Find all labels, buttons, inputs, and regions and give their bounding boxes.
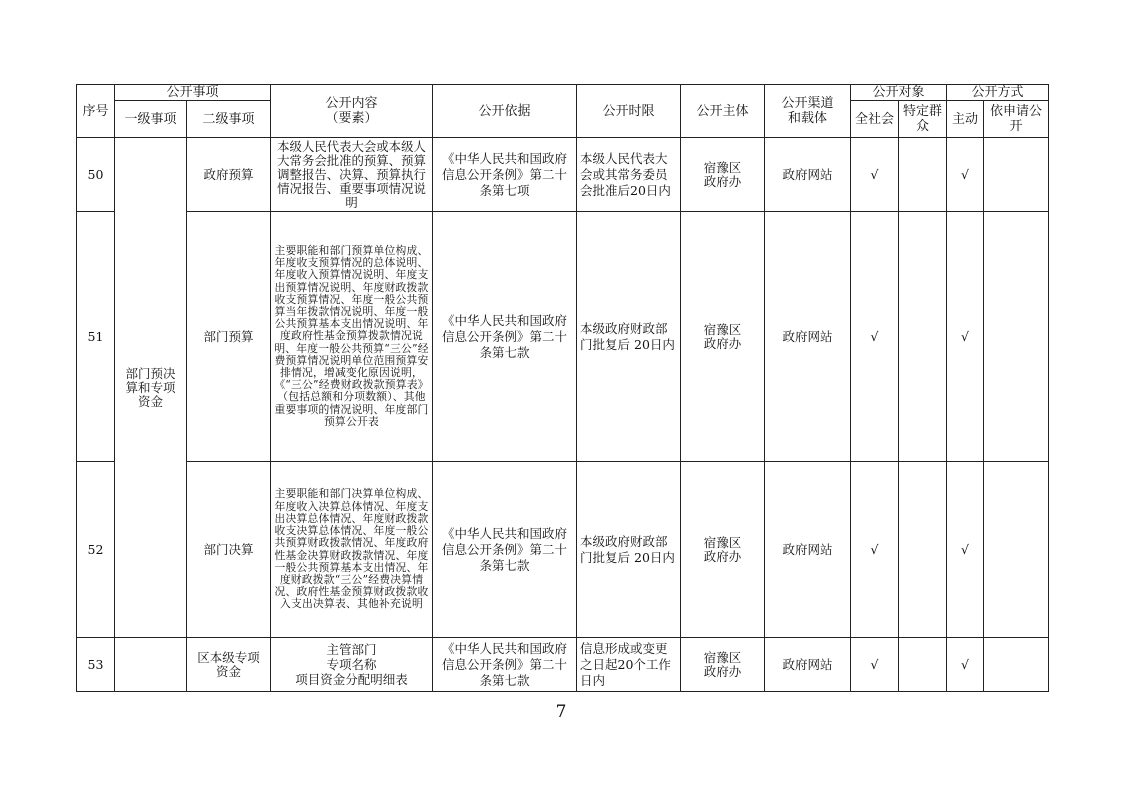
disclosure-table (76, 84, 1049, 692)
subject-cell: 宿豫区政府办 (681, 138, 765, 212)
content-cell (271, 638, 433, 692)
content-line: 项目资金分配明细表 (295, 672, 408, 687)
header-content-line1: 公开内容 (325, 96, 378, 111)
time-cell: 本级政府财政部门批复后 20日内 (577, 212, 681, 462)
channel-cell: 政府网站 (765, 638, 851, 692)
header-level2: 二级事项 (187, 101, 271, 138)
subject-cell: 宿豫区政府办 (681, 638, 765, 692)
mode-active-mark: √ (947, 138, 984, 212)
mode-request-mark (984, 138, 1049, 212)
time-cell: 本级人民代表大会或其常务委员会批准后20日内 (577, 138, 681, 212)
target-specific-mark (899, 462, 947, 638)
basis-cell: 《中华人民共和国政府信息公开条例》第二十条第七款 (433, 212, 577, 462)
target-specific-mark (899, 138, 947, 212)
row-number: 52 (77, 462, 115, 638)
level2-cell: 区本级专项资金 (187, 638, 271, 692)
mode-active-mark: √ (947, 212, 984, 462)
header-mode-active: 主动 (947, 101, 984, 138)
header-target-all: 全社会 (851, 101, 899, 138)
row-number: 50 (77, 138, 115, 212)
mode-active-mark: √ (947, 638, 984, 692)
table-row (77, 212, 1049, 462)
level1-cell-empty (115, 638, 187, 692)
table-row (77, 638, 1049, 692)
level2-cell: 部门预算 (187, 212, 271, 462)
mode-request-mark (984, 638, 1049, 692)
mode-request-mark (984, 212, 1049, 462)
header-target-group: 公开对象 (851, 85, 947, 101)
content-line: 主管部门 (326, 642, 377, 657)
level2-cell: 政府预算 (187, 138, 271, 212)
header-content (271, 85, 433, 138)
header-channel-line1: 公开渠道 (781, 96, 834, 111)
target-specific-mark (899, 638, 947, 692)
content-line: 专项名称 (326, 657, 377, 672)
level1-cell: 部门预决算和专项资金 (115, 138, 187, 638)
channel-cell: 政府网站 (765, 462, 851, 638)
header-seq: 序号 (77, 85, 115, 138)
subject-cell: 宿豫区政府办 (681, 212, 765, 462)
table-row (77, 462, 1049, 638)
header-target-specific: 特定群众 (899, 101, 947, 138)
header-subject: 公开主体 (681, 85, 765, 138)
time-cell: 本级政府财政部门批复后 20日内 (577, 462, 681, 638)
header-time-limit: 公开时限 (577, 85, 681, 138)
channel-cell: 政府网站 (765, 212, 851, 462)
row-number: 51 (77, 212, 115, 462)
content-cell: 本级人民代表大会或本级人大常务会批准的预算、预算调整报告、决算、预算执行情况报告、重要事项情况说明 (271, 138, 433, 212)
page-number: 7 (555, 702, 567, 722)
header-content-line2: （要素） (325, 111, 378, 126)
target-specific-mark (899, 212, 947, 462)
basis-cell: 《中华人民共和国政府信息公开条例》第二十条第七款 (433, 638, 577, 692)
content-cell: 主要职能和部门预算单位构成、年度收支预算情况的总体说明、年度收入预算情况说明、年度支出预算情况说明、年度财政拨款收支预算情况、年度一般公共预算当年拨款情况说明、年度一般公共预算基本支出情况说明、年度政府性基金预算拨款情况说明、年度一般公共预算“三公”经费预算情况说明单位范围预算安排情况，增减变化原因说明，《“三公”经费财政拨款预算表》（包括总额和分项数额）、其他重要事项的情况说明、年度部门预算公开表 (271, 212, 433, 462)
header-mode-request: 依申请公开 (984, 101, 1049, 138)
target-all-mark: √ (851, 212, 899, 462)
header-basis: 公开依据 (433, 85, 577, 138)
subject-cell: 宿豫区政府办 (681, 462, 765, 638)
header-channel (765, 85, 851, 138)
basis-cell: 《中华人民共和国政府信息公开条例》第二十条第七款 (433, 462, 577, 638)
row-number: 53 (77, 638, 115, 692)
mode-request-mark (984, 462, 1049, 638)
time-cell: 信息形成或变更之日起20个工作日内 (577, 638, 681, 692)
mode-active-mark: √ (947, 462, 984, 638)
target-all-mark: √ (851, 462, 899, 638)
header-items-group: 公开事项 (115, 85, 271, 101)
target-all-mark: √ (851, 638, 899, 692)
table-row (77, 138, 1049, 212)
header-level1: 一级事项 (115, 101, 187, 138)
content-cell: 主要职能和部门决算单位构成、年度收入决算总体情况、年度支出决算总体情况、年度财政拨款收支决算总体情况、年度一般公共预算财政拨款情况、年度政府性基金决算财政拨款情况、年度一般公共预算基本支出情况、年度财政拨款“三公”经费决算情况、政府性基金预算财政拨款收入支出决算表、其他补充说明 (271, 462, 433, 638)
channel-cell: 政府网站 (765, 138, 851, 212)
header-channel-line2: 和载体 (788, 111, 828, 126)
header-mode-group: 公开方式 (947, 85, 1049, 101)
basis-cell: 《中华人民共和国政府信息公开条例》第二十条第七项 (433, 138, 577, 212)
target-all-mark: √ (851, 138, 899, 212)
level2-cell: 部门决算 (187, 462, 271, 638)
